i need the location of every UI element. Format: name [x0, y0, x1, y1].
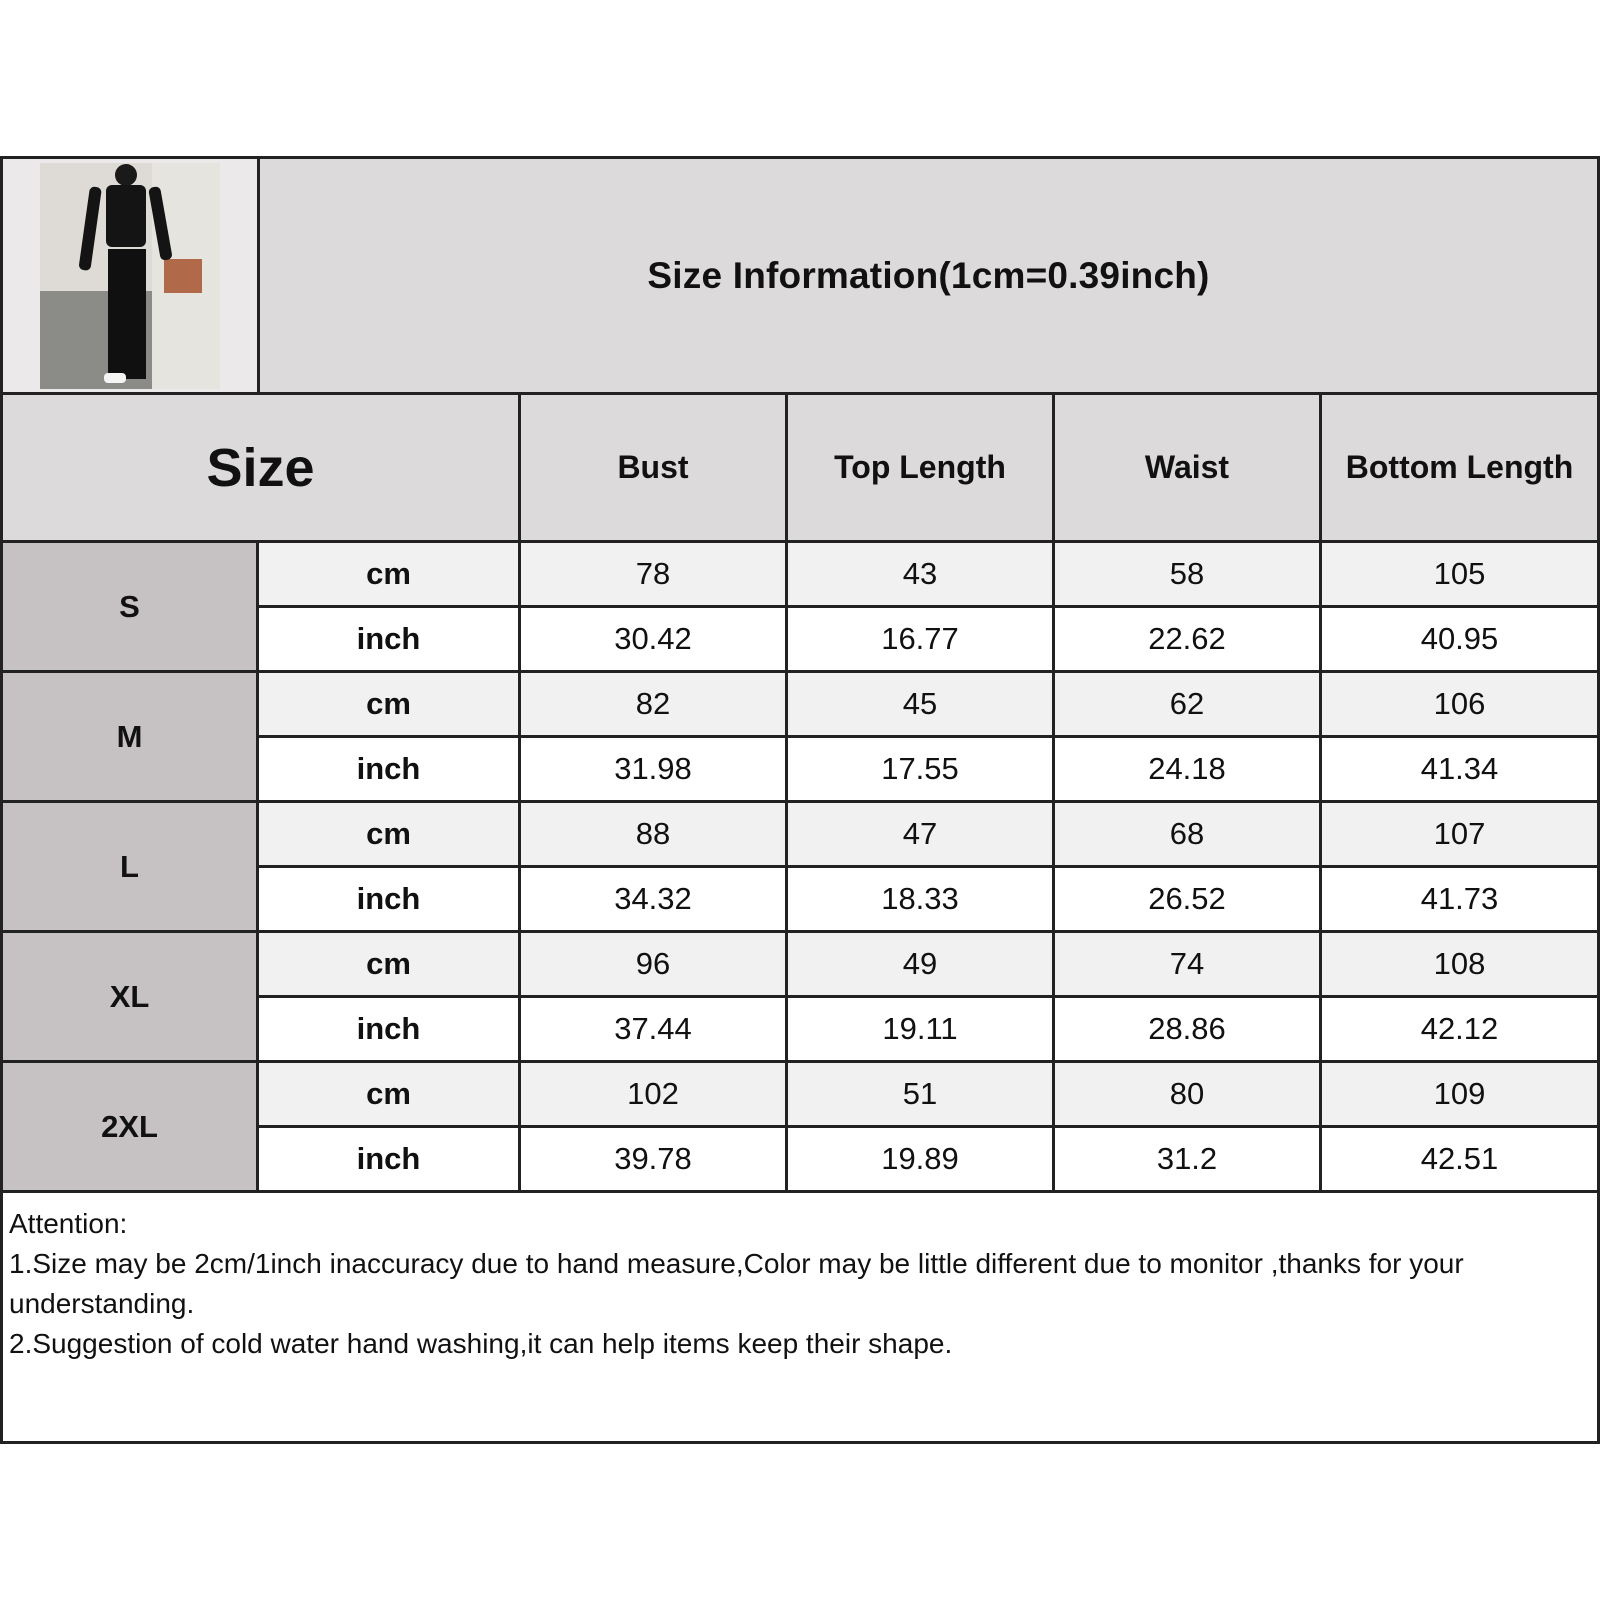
- table-cell: 28.86: [1055, 998, 1322, 1063]
- size-label-m: M: [3, 673, 259, 803]
- table-cell: 19.11: [788, 998, 1055, 1063]
- table-cell: 26.52: [1055, 868, 1322, 933]
- table-cell: 58: [1055, 543, 1322, 608]
- table-cell: 34.32: [521, 868, 788, 933]
- table-cell: 24.18: [1055, 738, 1322, 803]
- table-cell: 19.89: [788, 1128, 1055, 1193]
- size-label-xl: XL: [3, 933, 259, 1063]
- table-cell: 45: [788, 673, 1055, 738]
- table-cell: 105: [1322, 543, 1597, 608]
- table-cell: 80: [1055, 1063, 1322, 1128]
- unit-label: cm: [259, 543, 521, 608]
- size-label-l: L: [3, 803, 259, 933]
- size-chart: [0, 156, 1600, 1444]
- table-cell: 37.44: [521, 998, 788, 1063]
- table-cell: 47: [788, 803, 1055, 868]
- unit-label: cm: [259, 933, 521, 998]
- table-cell: 42.12: [1322, 998, 1597, 1063]
- table-cell: 18.33: [788, 868, 1055, 933]
- column-header-bust: Bust: [521, 395, 788, 543]
- table-cell: 108: [1322, 933, 1597, 998]
- table-cell: 22.62: [1055, 608, 1322, 673]
- table-cell: 96: [521, 933, 788, 998]
- table-cell: 68: [1055, 803, 1322, 868]
- unit-label: inch: [259, 608, 521, 673]
- size-info-title: Size Information(1cm=0.39inch): [647, 254, 1210, 296]
- size-label-2xl: 2XL: [3, 1063, 259, 1193]
- table-cell: 30.42: [521, 608, 788, 673]
- table-cell: 106: [1322, 673, 1597, 738]
- table-cell: 107: [1322, 803, 1597, 868]
- table-cell: 51: [788, 1063, 1055, 1128]
- unit-label: inch: [259, 1128, 521, 1193]
- notes-line-2: 2.Suggestion of cold water hand washing,it can help items keep their shape.: [9, 1328, 953, 1359]
- attention-notes: [3, 1200, 1597, 1368]
- notes-line-1: 1.Size may be 2cm/1inch inaccuracy due to hand measure,Color may be little different due to monitor ,thanks for your understanding.: [9, 1248, 1464, 1319]
- column-header-top-length: Top Length: [788, 395, 1055, 543]
- table-cell: 41.34: [1322, 738, 1597, 803]
- size-info-title-cell: [260, 159, 1597, 395]
- table-cell: 74: [1055, 933, 1322, 998]
- unit-label: inch: [259, 868, 521, 933]
- product-photo-cell: [3, 159, 260, 395]
- table-cell: 43: [788, 543, 1055, 608]
- column-header-waist: Waist: [1055, 395, 1322, 543]
- model-photo-icon: [40, 163, 220, 389]
- table-cell: 41.73: [1322, 868, 1597, 933]
- table-cell: 42.51: [1322, 1128, 1597, 1193]
- table-cell: 82: [521, 673, 788, 738]
- table-cell: 88: [521, 803, 788, 868]
- table-cell: 49: [788, 933, 1055, 998]
- table-cell: 62: [1055, 673, 1322, 738]
- table-cell: 40.95: [1322, 608, 1597, 673]
- table-cell: 31.98: [521, 738, 788, 803]
- measurement-table: [3, 395, 1597, 1193]
- unit-label: cm: [259, 673, 521, 738]
- table-cell: 102: [521, 1063, 788, 1128]
- size-column-header: Size: [3, 395, 521, 543]
- size-label-s: S: [3, 543, 259, 673]
- table-cell: 39.78: [521, 1128, 788, 1193]
- unit-label: cm: [259, 1063, 521, 1128]
- unit-label: inch: [259, 738, 521, 803]
- table-cell: 109: [1322, 1063, 1597, 1128]
- unit-label: cm: [259, 803, 521, 868]
- table-cell: 17.55: [788, 738, 1055, 803]
- table-cell: 78: [521, 543, 788, 608]
- column-header-bottom-length: Bottom Length: [1322, 395, 1597, 543]
- table-cell: 31.2: [1055, 1128, 1322, 1193]
- unit-label: inch: [259, 998, 521, 1063]
- table-cell: 16.77: [788, 608, 1055, 673]
- notes-heading: Attention:: [9, 1208, 128, 1239]
